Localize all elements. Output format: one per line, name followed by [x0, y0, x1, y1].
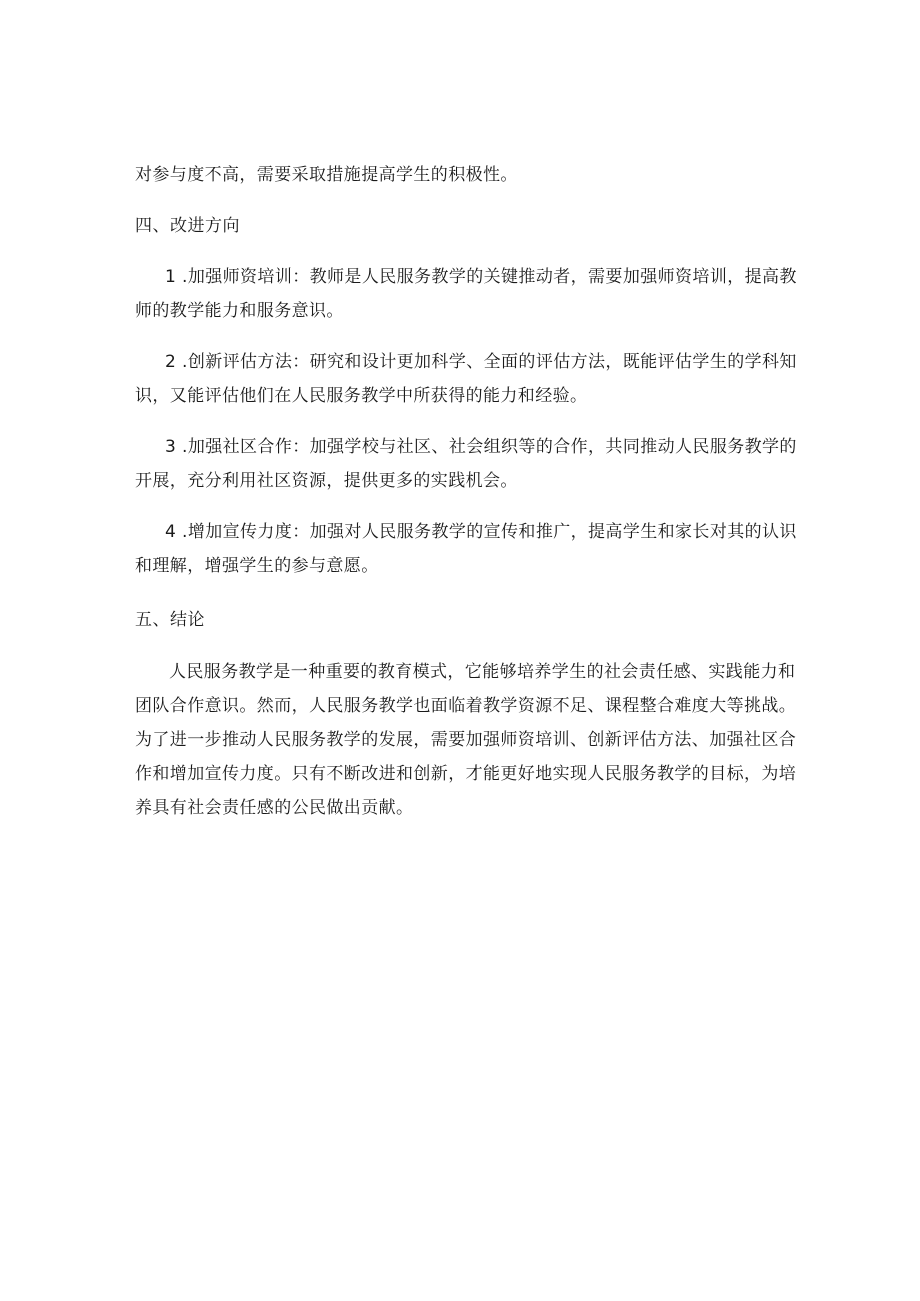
list-item-line: 识，又能评估他们在人民服务教学中所获得的能力和经验。	[135, 386, 588, 406]
paragraph-line: 对参与度不高，需要采取措施提高学生的积极性。	[135, 165, 518, 185]
list-item-line: 3 .加强社区合作：加强学校与社区、社会组织等的合作，共同推动人民服务教学的	[165, 437, 797, 457]
paragraph-line: 人民服务教学是一种重要的教育模式，它能够培养学生的社会责任感、实践能力和	[169, 662, 796, 682]
list-item-3	[135, 430, 795, 498]
list-item-line: 开展，充分利用社区资源，提供更多的实践机会。	[135, 471, 518, 491]
paragraph-line: 为了进一步推动人民服务教学的发展，需要加强师资培训、创新评估方法、加强社区合	[135, 730, 797, 750]
list-item-line: 1 .加强师资培训：教师是人民服务教学的关键推动者，需要加强师资培训，提高教	[165, 267, 797, 287]
carryover-paragraph	[135, 158, 795, 192]
list-item-4	[135, 515, 795, 583]
paragraph-line: 养具有社会责任感的公民做出贡献。	[135, 798, 414, 818]
paragraph-line: 团队合作意识。然而，人民服务教学也面临着教学资源不足、课程整合难度大等挑战。	[135, 696, 797, 716]
list-item-2	[135, 345, 795, 413]
list-item-1	[135, 260, 795, 328]
list-item-line: 4 .增加宣传力度：加强对人民服务教学的宣传和推广，提高学生和家长对其的认识	[165, 522, 797, 542]
conclusion-paragraph	[135, 655, 795, 825]
section-heading-improvement: 四、改进方向	[135, 216, 240, 236]
list-item-line: 和理解，增强学生的参与意愿。	[135, 556, 379, 576]
paragraph-line: 作和增加宣传力度。只有不断改进和创新，才能更好地实现人民服务教学的目标，为培	[135, 764, 797, 784]
section-heading-conclusion: 五、结论	[135, 610, 205, 630]
list-item-line: 师的教学能力和服务意识。	[135, 301, 344, 321]
list-item-line: 2 .创新评估方法：研究和设计更加科学、全面的评估方法，既能评估学生的学科知	[165, 352, 797, 372]
